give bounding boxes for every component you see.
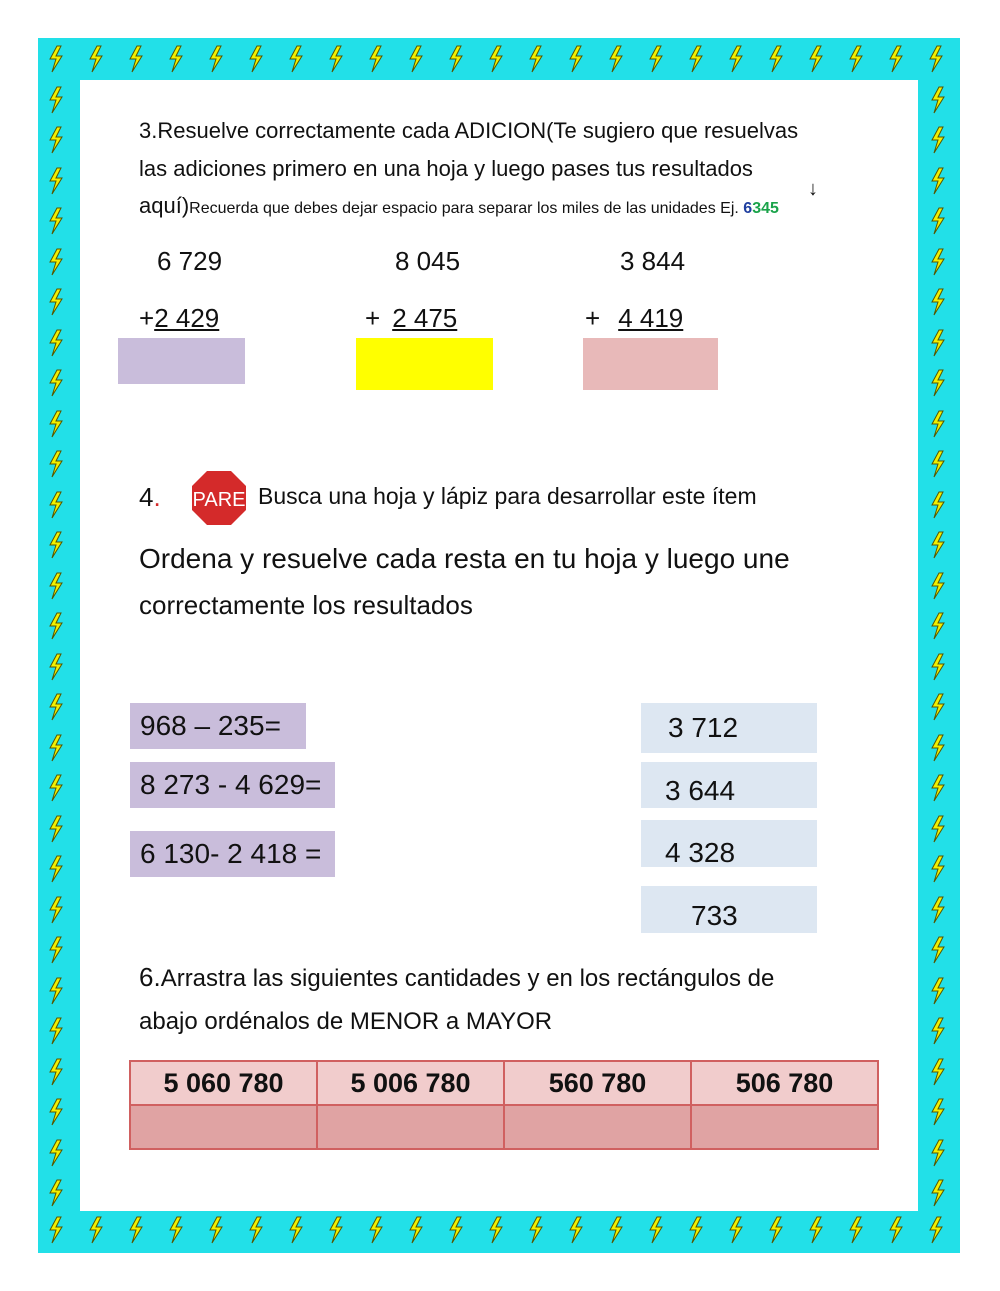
quantity-item[interactable]: 506 780 (691, 1061, 878, 1105)
subtraction-problem-3[interactable]: 6 130- 2 418 = (130, 831, 335, 877)
lightning-bolt-icon (930, 653, 946, 681)
lightning-bolt-icon (808, 45, 824, 73)
lightning-bolt-icon (48, 491, 64, 519)
lightning-bolt-icon (930, 369, 946, 397)
lightning-bolt-icon (930, 167, 946, 195)
lightning-bolt-icon (448, 1216, 464, 1244)
down-arrow-icon: ↓ (808, 178, 818, 200)
section6-line2: abajo ordénalos de MENOR a MAYOR (139, 1008, 553, 1035)
sum2-sign: + (365, 303, 381, 333)
lightning-bolt-icon (48, 1179, 64, 1207)
lightning-bolt-icon (48, 329, 64, 357)
lightning-bolt-icon (930, 734, 946, 762)
lightning-bolt-icon (930, 774, 946, 802)
lightning-bolt-icon (48, 126, 64, 154)
lightning-bolt-icon (48, 1216, 64, 1244)
sum3-bottom (585, 303, 683, 334)
lightning-bolt-icon (48, 45, 64, 73)
drop-slot[interactable] (691, 1105, 878, 1149)
sum3-top: 3 844 (620, 246, 686, 276)
section4-instruction: Busca una hoja y lápiz para desarrollar este ítem (258, 483, 757, 509)
lightning-bolt-icon (368, 1216, 384, 1244)
lightning-bolt-icon (930, 1058, 946, 1086)
lightning-bolt-icon (528, 1216, 544, 1244)
lightning-bolt-icon (408, 45, 424, 73)
sum2-bottom-value: 2 475 (392, 303, 458, 333)
quantities-row (130, 1061, 878, 1105)
lightning-bolt-icon (48, 369, 64, 397)
lightning-bolt-icon (48, 410, 64, 438)
lightning-bolt-icon (488, 1216, 504, 1244)
lightning-bolt-icon (768, 45, 784, 73)
sum2-bottom (365, 303, 475, 334)
lightning-bolt-icon (930, 936, 946, 964)
answer-1[interactable]: 3 712 (641, 703, 817, 753)
lightning-bolt-icon (128, 45, 144, 73)
ordering-table (129, 1060, 879, 1150)
lightning-bolt-icon (488, 45, 504, 73)
lightning-bolt-icon (608, 45, 624, 73)
section6-number: 6. (139, 962, 161, 992)
subtraction-problem-2[interactable]: 8 273 - 4 629= (130, 762, 335, 808)
lightning-bolt-icon (288, 1216, 304, 1244)
lightning-bolt-icon (528, 45, 544, 73)
stop-sign-text: PARE (192, 489, 246, 511)
lightning-bolt-icon (930, 1017, 946, 1045)
lightning-bolt-icon (728, 1216, 744, 1244)
lightning-bolt-icon (768, 1216, 784, 1244)
answer-4[interactable]: 733 (641, 886, 817, 933)
lightning-bolt-icon (888, 1216, 904, 1244)
lightning-bolt-icon (888, 45, 904, 73)
sum1-top: 6 729 (157, 246, 223, 276)
drop-slot[interactable] (130, 1105, 317, 1149)
lightning-bolt-icon (928, 45, 944, 73)
quantity-item[interactable]: 5 060 780 (130, 1061, 317, 1105)
lightning-bolt-icon (48, 572, 64, 600)
sum1-bottom-value: 2 429 (154, 303, 220, 333)
lightning-bolt-icon (48, 612, 64, 640)
sum3-answer-box[interactable] (583, 338, 718, 390)
lightning-bolt-icon (128, 1216, 144, 1244)
lightning-bolt-icon (48, 248, 64, 276)
lightning-bolt-icon (930, 329, 946, 357)
lightning-bolt-icon (930, 612, 946, 640)
sum1-sign: + (139, 303, 155, 333)
section3-line3 (139, 193, 779, 219)
section4-line2: correctamente los resultados (139, 590, 473, 620)
sum2-answer-box[interactable] (356, 338, 493, 390)
lightning-bolt-icon (930, 86, 946, 114)
lightning-bolt-icon (288, 45, 304, 73)
section3-hint: Recuerda que debes dejar espacio para separar los miles de las unidades Ej. (189, 200, 739, 217)
drop-slot[interactable] (504, 1105, 691, 1149)
answer-3[interactable]: 4 328 (641, 820, 817, 867)
lightning-bolt-icon (930, 126, 946, 154)
example-units-digits: 345 (752, 200, 779, 217)
lightning-bolt-icon (48, 936, 64, 964)
lightning-bolt-icon (208, 45, 224, 73)
lightning-bolt-icon (930, 1179, 946, 1207)
lightning-bolt-icon (48, 1098, 64, 1126)
example-thousands-digit: 6 (743, 200, 753, 217)
lightning-bolt-icon (88, 45, 104, 73)
lightning-bolt-icon (48, 207, 64, 235)
lightning-bolt-icon (930, 207, 946, 235)
lightning-bolt-icon (48, 1139, 64, 1167)
lightning-bolt-icon (930, 1139, 946, 1167)
lightning-bolt-icon (328, 45, 344, 73)
drop-slots-row (130, 1105, 878, 1149)
lightning-bolt-icon (930, 977, 946, 1005)
lightning-bolt-icon (48, 450, 64, 478)
lightning-bolt-icon (328, 1216, 344, 1244)
quantity-item[interactable]: 560 780 (504, 1061, 691, 1105)
lightning-bolt-icon (448, 45, 464, 73)
lightning-bolt-icon (248, 45, 264, 73)
lightning-bolt-icon (930, 450, 946, 478)
lightning-bolt-icon (930, 491, 946, 519)
section4-number: 4. (139, 482, 161, 512)
lightning-bolt-icon (648, 45, 664, 73)
section3-line3-main: aquí) (139, 193, 190, 218)
lightning-bolt-icon (930, 855, 946, 883)
section3-line1: 3.Resuelve correctamente cada ADICION(Te sugiero que resuelvas (139, 118, 799, 143)
lightning-bolt-icon (848, 45, 864, 73)
lightning-bolt-icon (48, 288, 64, 316)
lightning-bolt-icon (648, 1216, 664, 1244)
sum3-bottom-value: 4 419 (618, 303, 684, 333)
sum2-top: 8 045 (395, 246, 461, 276)
lightning-bolt-icon (48, 1017, 64, 1045)
lightning-bolt-icon (930, 1098, 946, 1126)
lightning-bolt-icon (930, 896, 946, 924)
lightning-bolt-icon (48, 531, 64, 559)
lightning-bolt-icon (48, 653, 64, 681)
lightning-bolt-icon (168, 1216, 184, 1244)
lightning-bolt-icon (728, 45, 744, 73)
lightning-bolt-icon (48, 977, 64, 1005)
lightning-bolt-icon (930, 572, 946, 600)
stop-sign-icon (187, 466, 251, 530)
lightning-bolt-icon (48, 86, 64, 114)
lightning-bolt-icon (368, 45, 384, 73)
lightning-bolt-icon (930, 410, 946, 438)
lightning-bolt-icon (248, 1216, 264, 1244)
lightning-bolt-icon (48, 1058, 64, 1086)
lightning-bolt-icon (608, 1216, 624, 1244)
lightning-bolt-icon (848, 1216, 864, 1244)
lightning-bolt-icon (48, 693, 64, 721)
lightning-bolt-icon (930, 531, 946, 559)
lightning-bolt-icon (48, 734, 64, 762)
sum1-answer-box[interactable] (118, 338, 245, 384)
lightning-bolt-icon (48, 855, 64, 883)
answer-2[interactable]: 3 644 (641, 762, 817, 808)
lightning-bolt-icon (688, 1216, 704, 1244)
sum1-bottom (139, 303, 245, 334)
drop-slot[interactable] (317, 1105, 504, 1149)
lightning-bolt-icon (48, 774, 64, 802)
lightning-bolt-icon (568, 1216, 584, 1244)
section6-line1-text: Arrastra las siguientes cantidades y en los rectángulos de (160, 965, 775, 992)
lightning-bolt-icon (930, 288, 946, 316)
lightning-bolt-icon (48, 815, 64, 843)
section4-line1: Ordena y resuelve cada resta en tu hoja y luego une (139, 543, 790, 574)
subtraction-problem-1[interactable]: 968 – 235= (130, 703, 306, 749)
lightning-bolt-icon (688, 45, 704, 73)
lightning-bolt-icon (928, 1216, 944, 1244)
section3-line2: las adiciones primero en una hoja y luego pases tus resultados (139, 156, 753, 181)
lightning-bolt-icon (208, 1216, 224, 1244)
lightning-bolt-icon (568, 45, 584, 73)
lightning-bolt-icon (48, 167, 64, 195)
lightning-bolt-icon (408, 1216, 424, 1244)
lightning-bolt-icon (808, 1216, 824, 1244)
lightning-bolt-icon (88, 1216, 104, 1244)
sum3-sign: + (585, 303, 601, 333)
lightning-bolt-icon (930, 815, 946, 843)
lightning-bolt-icon (930, 693, 946, 721)
quantity-item[interactable]: 5 006 780 (317, 1061, 504, 1105)
section6-line1 (139, 962, 774, 993)
lightning-bolt-icon (168, 45, 184, 73)
lightning-bolt-icon (930, 248, 946, 276)
lightning-bolt-icon (48, 896, 64, 924)
